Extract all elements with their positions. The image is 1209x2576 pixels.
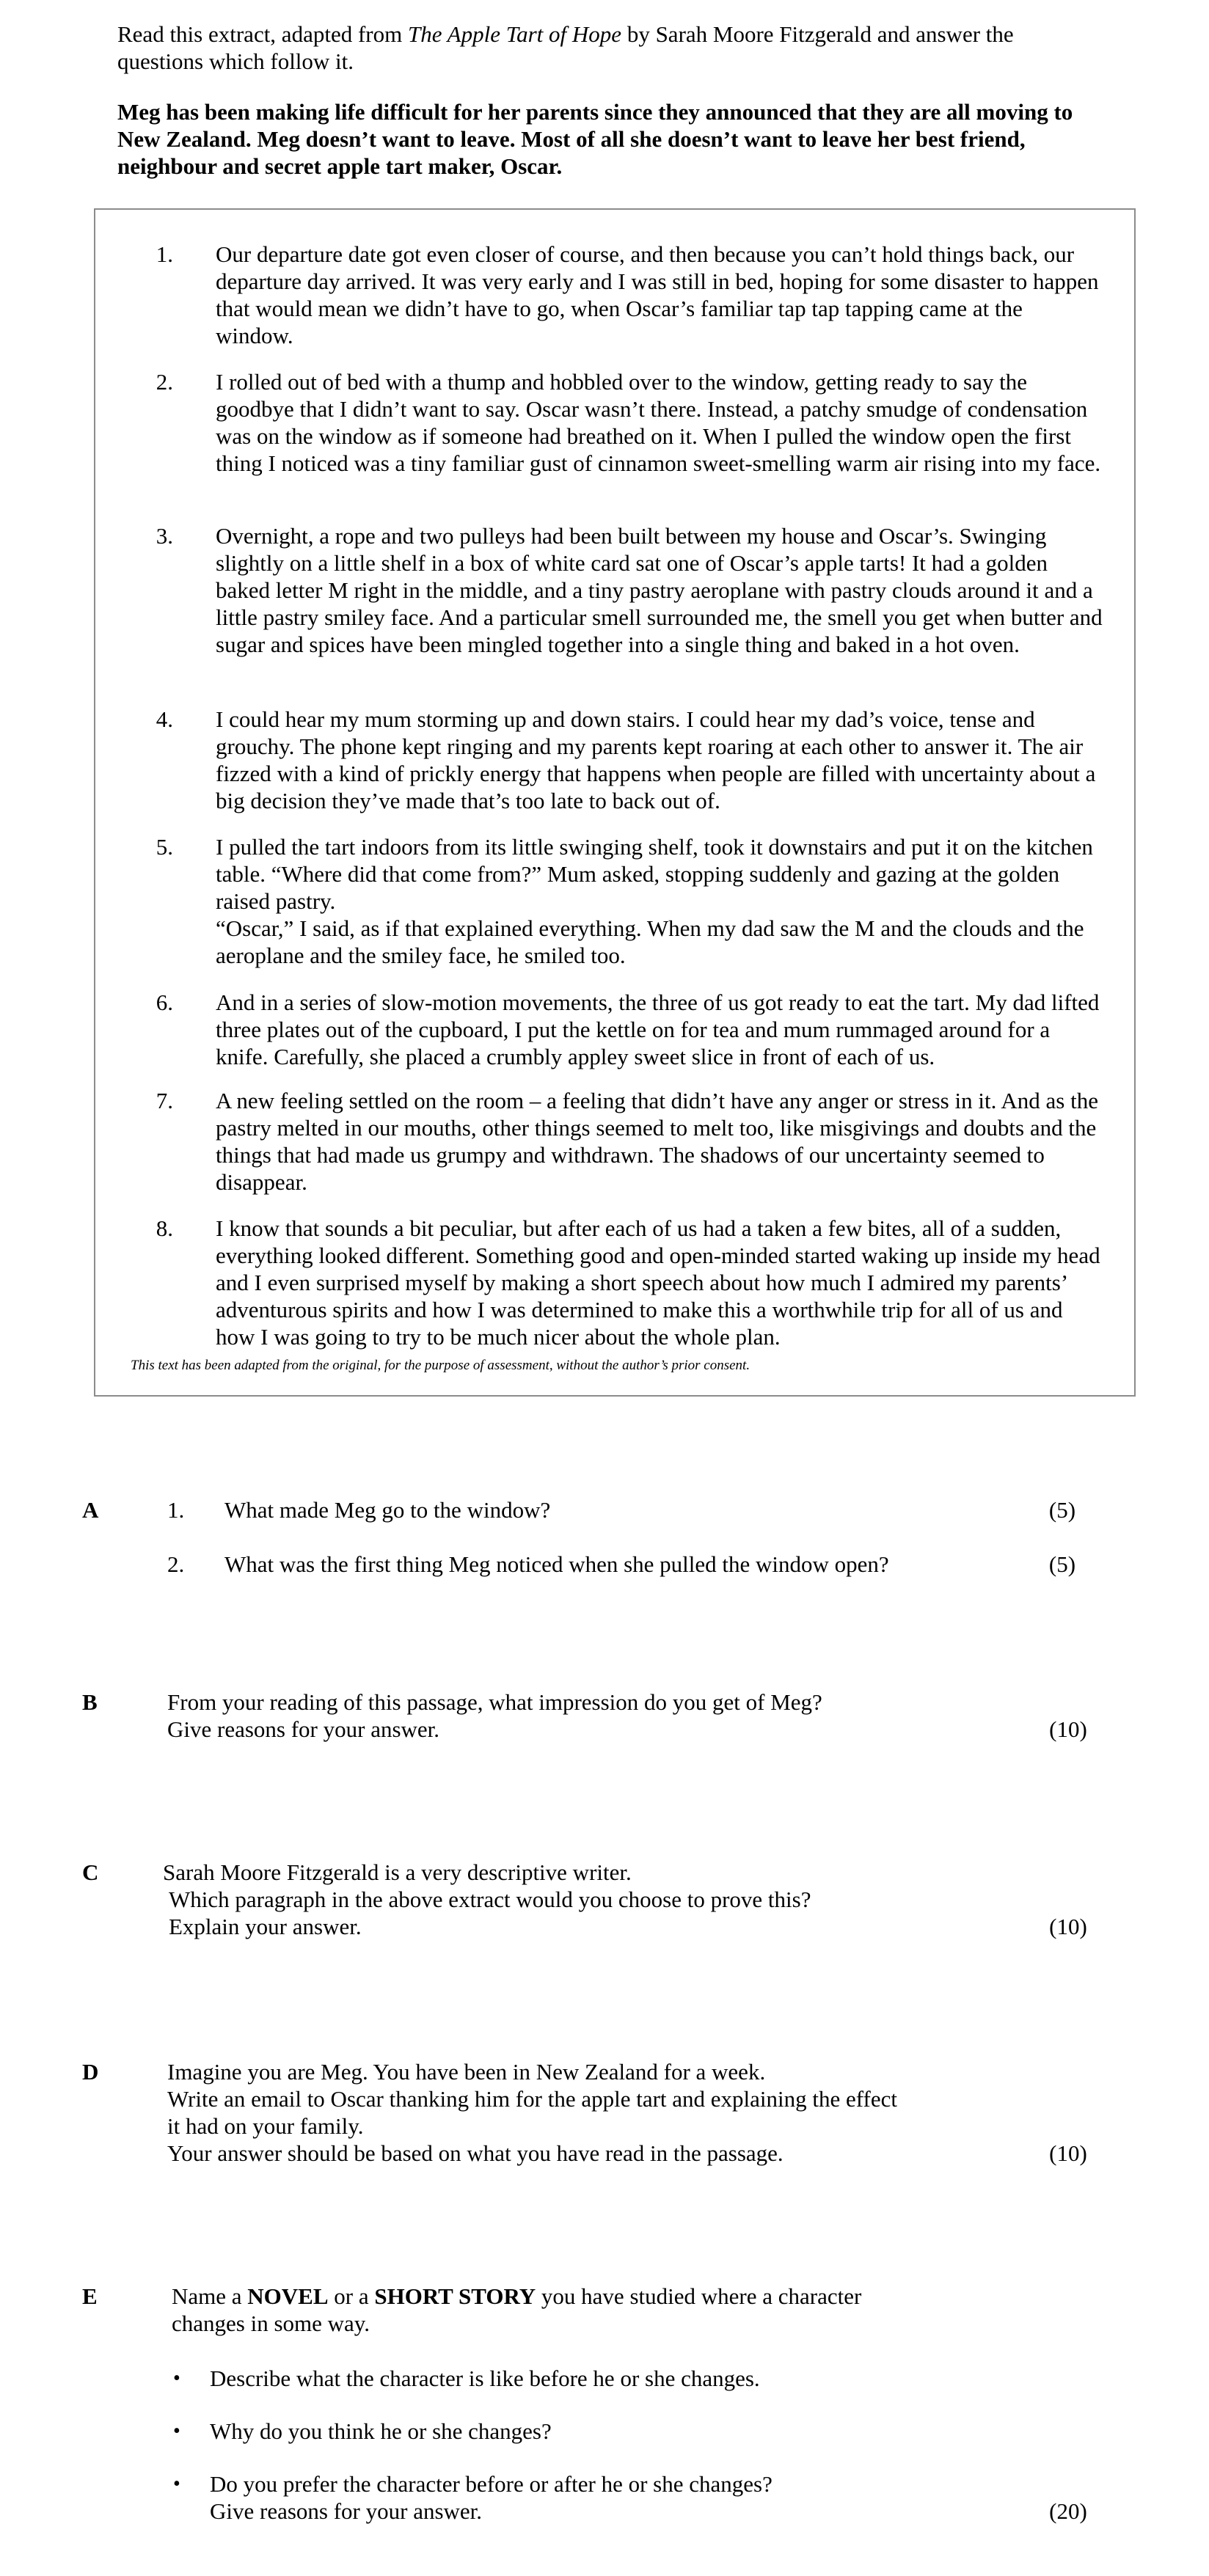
short-story-keyword: SHORT STORY xyxy=(374,2283,536,2309)
question-d-line: it had on your family. xyxy=(167,2113,364,2139)
paragraph-number: 8. xyxy=(156,1215,173,1241)
question-c-line: Explain your answer. xyxy=(169,1914,362,1939)
intro-summary: Meg has been making life difficult for her parents since they announced that they are all moving to New Zealand. Meg doesn’t want to leave. Most of all she doesn’t want to leave her best friend, neighbour and secret apple tart maker, Oscar. xyxy=(117,99,1073,179)
question-e-bullet-1: Describe what the character is like before he or she changes. xyxy=(210,2365,760,2391)
question-a-letter: A xyxy=(82,1497,99,1523)
question-a2-marks: (5) xyxy=(1048,1551,1076,1577)
paragraph-text: Our departure date got even closer of course, and then because you can’t hold things back, our departure day arrived. It was very early and I was still in bed, hoping for some disaster to happen that would mean we didn’t have to go, when Oscar’s familiar tap tap tapping came at the window. xyxy=(216,241,1099,348)
intro-before: Read this extract, adapted from xyxy=(117,21,408,47)
paragraph-number: 3. xyxy=(156,523,173,549)
paragraph-text: “Oscar,” I said, as if that explained everything. When my dad saw the M and the clouds and the aeroplane and the smiley face, he smiled too. xyxy=(216,915,1084,968)
question-e-text xyxy=(172,2283,1008,2337)
question-e-letter: E xyxy=(82,2283,98,2309)
intro-text xyxy=(117,21,1100,75)
paragraph-number: 2. xyxy=(156,369,173,395)
question-a1-marks: (5) xyxy=(1048,1497,1076,1523)
paragraph-text: I rolled out of bed with a thump and hobbled over to the window, getting ready to say the goodbye that I didn’t want to say. Oscar wasn’t there. Instead, a patchy smudge of condensation was on the window as if someone had breathed on it. When I pulled the window open the first thing I noticed was a tiny familiar gust of cinnamon sweet-smelling warm air rising into my face. xyxy=(216,369,1101,476)
question-d-line: Imagine you are Meg. You have been in New Zealand for a week. xyxy=(167,2059,766,2085)
extract-box xyxy=(94,208,1136,1397)
paragraph-number: 4. xyxy=(156,706,173,732)
question-e-bullet-2: Why do you think he or she changes? xyxy=(210,2418,552,2444)
question-b-marks: (10) xyxy=(1049,1716,1087,1742)
question-e-text-part: Name a xyxy=(172,2283,248,2309)
paragraph-text: I know that sounds a bit peculiar, but after each of us had a taken a few bites, all of a sudden, everything looked different. Something good and open-minded started waking up inside my head and I even surprised myself by making a short speech about how much I admired my parents’ adventurous spirits and how I was determined to make this a worthwhile trip for all of us and how I was going to try to be much nicer about the whole plan. xyxy=(216,1215,1100,1350)
paragraph-text: I pulled the tart indoors from its little swinging shelf, took it downstairs and put it on the kitchen table. “Where did that come from?” Mum asked, stopping suddenly and gazing at the golden raised pastry. xyxy=(216,834,1093,914)
question-e-text-part: or a xyxy=(328,2283,375,2309)
question-e-last-line: Give reasons for your answer. xyxy=(210,2498,483,2524)
question-a2-text: What was the first thing Meg noticed when she pulled the window open? xyxy=(224,1551,889,1577)
question-e-marks: (20) xyxy=(1049,2498,1087,2524)
bullet-icon: • xyxy=(173,2473,180,2495)
paragraph-text: I could hear my mum storming up and down stairs. I could hear my dad’s voice, tense and grouchy. The phone kept ringing and my parents kept roaring at each other to answer it. The air fizzed with a kind of prickly energy that happens when people are filled with uncertainty about a big decision they’ve made that’s too late to back out of. xyxy=(216,706,1096,813)
question-e-bullet-text: Do you prefer the character before or after he or she changes? xyxy=(210,2471,772,2497)
question-e-line: changes in some way. xyxy=(172,2310,370,2336)
bullet-icon: • xyxy=(173,2367,180,2390)
question-d-line: Write an email to Oscar thanking him for the apple tart and explaining the effect xyxy=(167,2086,897,2112)
question-d-text xyxy=(167,2058,1004,2167)
question-a1-text: What made Meg go to the window? xyxy=(224,1497,551,1523)
book-title: The Apple Tart of Hope xyxy=(407,21,622,47)
paragraph-number: 5. xyxy=(156,834,173,860)
question-d-line: Your answer should be based on what you have read in the passage. xyxy=(167,2140,784,2166)
question-b-line: From your reading of this passage, what impression do you get of Meg? xyxy=(167,1689,822,1715)
question-c-marks: (10) xyxy=(1049,1914,1087,1939)
question-a2-number: 2. xyxy=(167,1551,185,1577)
question-c-line: Which paragraph in the above extract would you choose to prove this? xyxy=(169,1887,811,1912)
question-c-line: Sarah Moore Fitzgerald is a very descriptive writer. xyxy=(163,1859,632,1885)
question-b-line: Give reasons for your answer. xyxy=(167,1716,440,1742)
question-d-letter: D xyxy=(82,2059,99,2085)
paragraph-number: 6. xyxy=(156,989,173,1015)
question-d-marks: (10) xyxy=(1049,2140,1087,2166)
paragraph-number: 7. xyxy=(156,1088,173,1113)
question-e-text-part: you have studied where a character xyxy=(536,2283,862,2309)
question-e-bullet-3 xyxy=(210,2470,987,2525)
question-c-letter: C xyxy=(82,1859,99,1885)
paragraph-text: Overnight, a rope and two pulleys had been built between my house and Oscar’s. Swinging slightly on a little shelf in a box of white card sat one of Oscar’s apple tarts! It had a golden baked letter M right in the middle, and a tiny pastry aeroplane with pastry clouds around it and a little pastry smiley face. And a particular smell surrounded me, the smell you get when butter and sugar and spices have been mingled together into a single thing and baked in a hot oven. xyxy=(216,523,1103,657)
intro-after: by Sarah Moore Fitzgerald and answer the questions which follow it. xyxy=(117,21,1014,74)
question-b-letter: B xyxy=(82,1689,98,1715)
novel-keyword: NOVEL xyxy=(247,2283,329,2309)
question-b-text xyxy=(167,1688,989,1743)
bullet-icon: • xyxy=(173,2420,180,2443)
adaptation-note: This text has been adapted from the original, for the purpose of assessment, without the author’s prior consent. xyxy=(131,1358,750,1373)
question-c-text xyxy=(163,1859,985,1940)
paragraph-number: 1. xyxy=(156,241,173,267)
paragraph-text: A new feeling settled on the room – a feeling that didn’t have any anger or stress in it. And as the pastry melted in our mouths, other things seemed to melt too, like misgivings and doubts and the things that had made us grumpy and withdrawn. The shadows of our uncertainty seemed to disappear. xyxy=(216,1088,1098,1195)
paragraph-text: And in a series of slow-motion movements, the three of us got ready to eat the tart. My dad lifted three plates out of the cupboard, I put the kettle on for tea and mum rummaged around for a knife. Carefully, she placed a crumbly appley sweet slice in front of each of us. xyxy=(216,989,1100,1069)
question-e-line xyxy=(172,2283,1008,2310)
question-a1-number: 1. xyxy=(167,1497,185,1523)
